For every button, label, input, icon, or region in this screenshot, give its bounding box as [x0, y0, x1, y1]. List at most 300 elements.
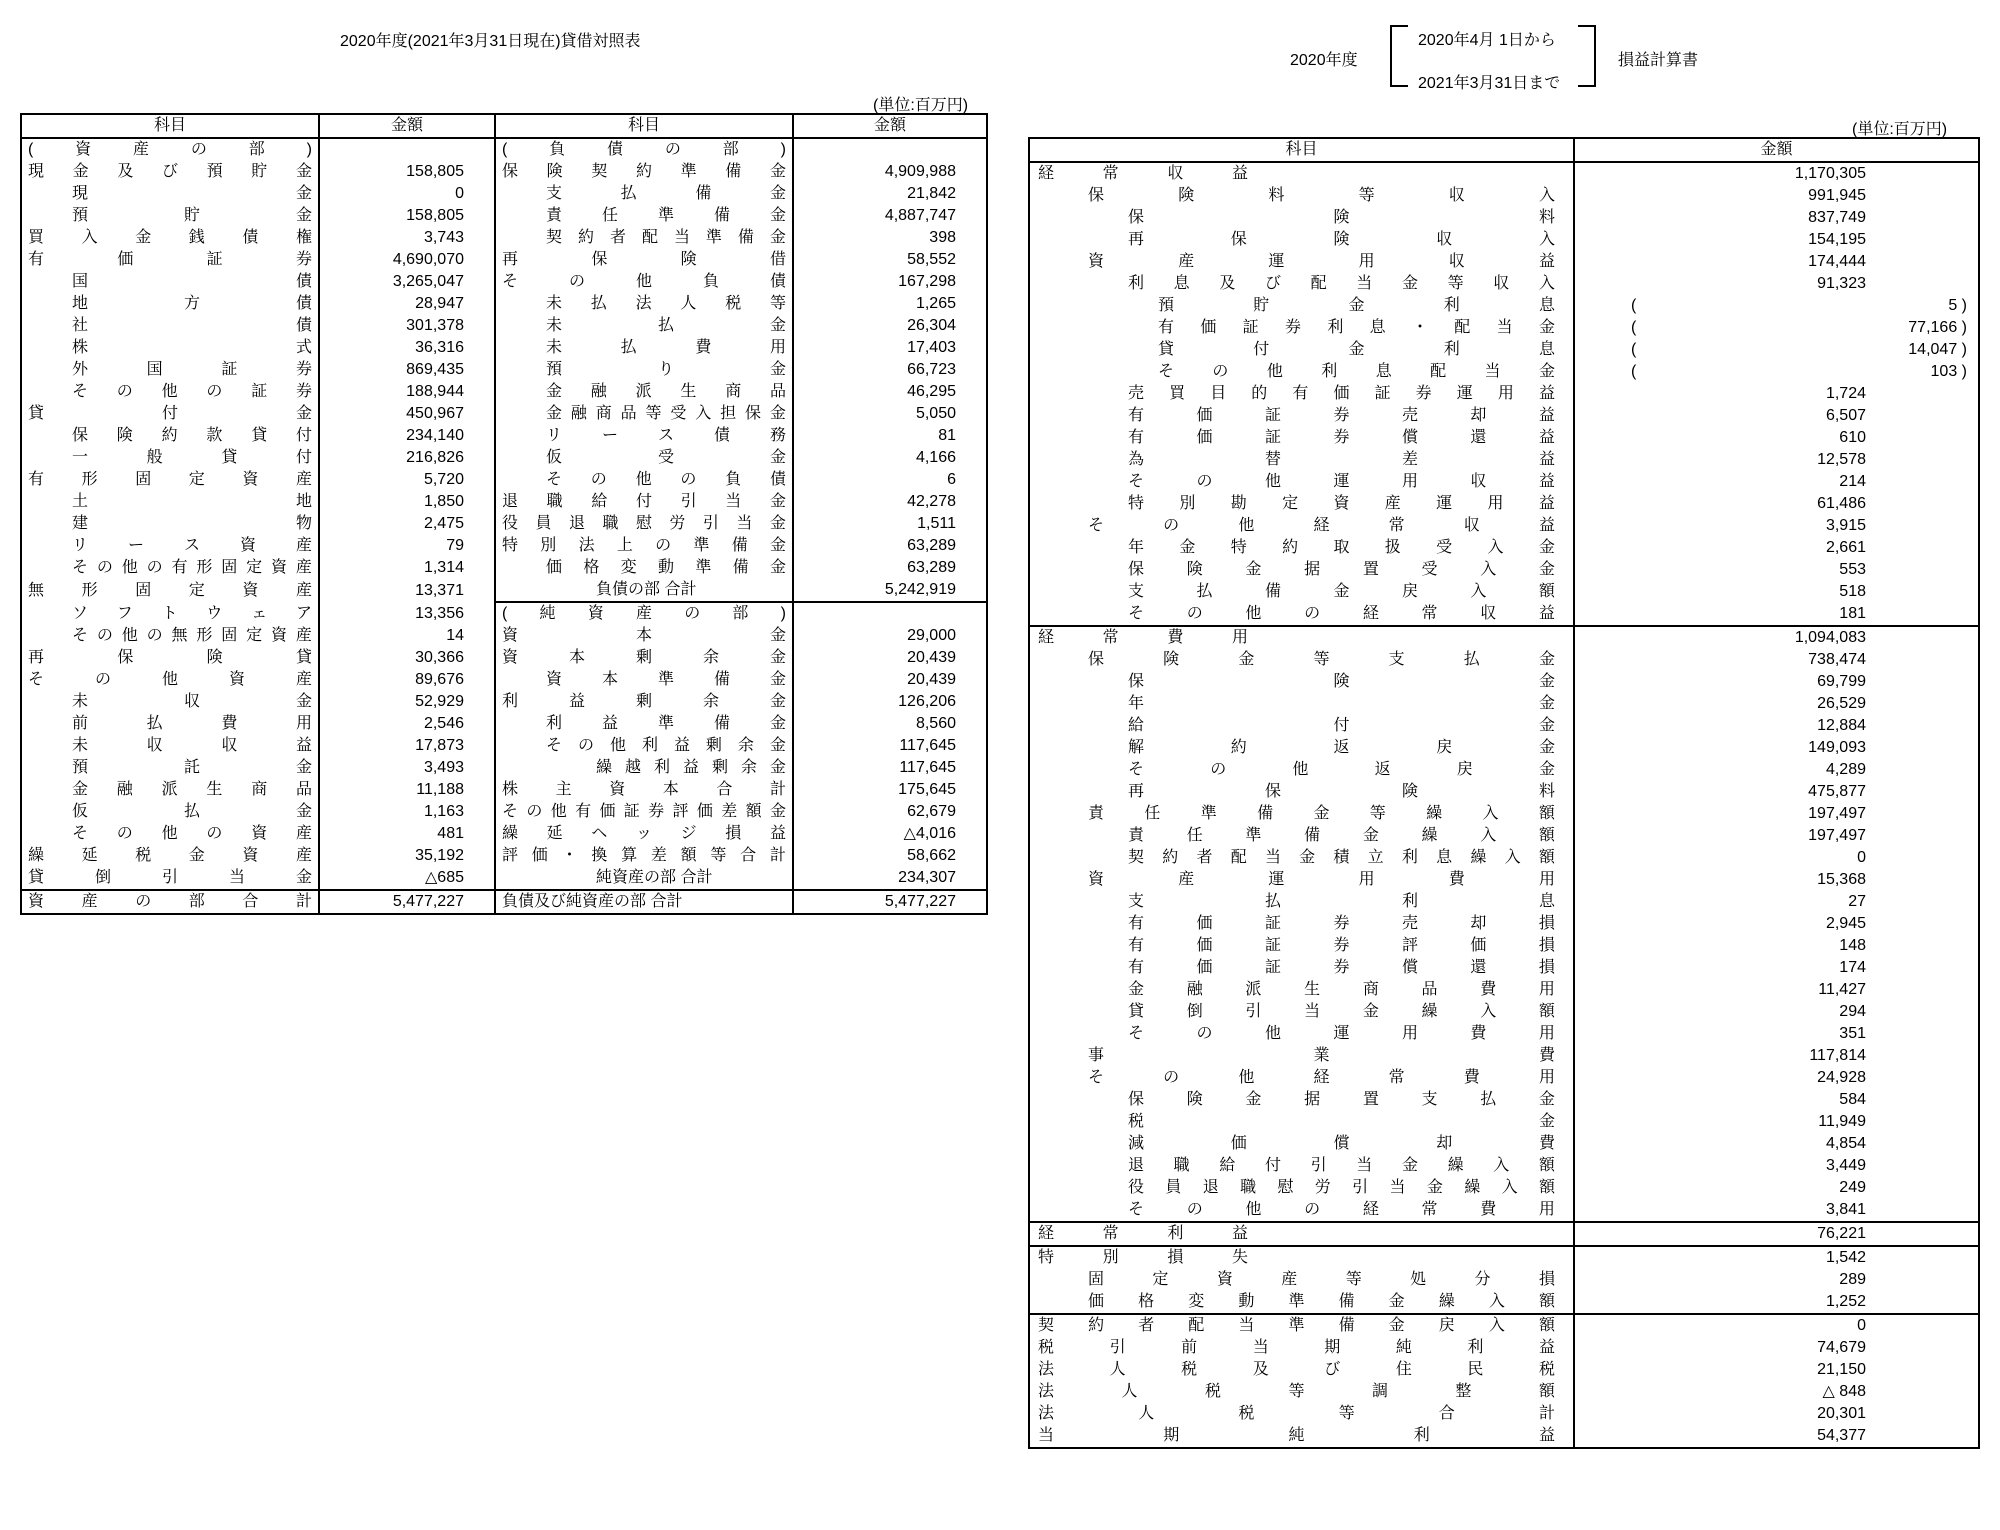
liabilities-label-cell	[495, 138, 793, 161]
table-row	[1029, 693, 1979, 715]
assets-label: そ の 他 の 有 形 固 定 資 産	[72, 559, 312, 576]
liabilities-label: 純資産の部 合計	[596, 869, 713, 886]
liabilities-label-cell	[495, 271, 793, 293]
liabilities-label: 資 本 金	[502, 627, 786, 644]
table-row	[1029, 427, 1979, 449]
liabilities-value-cell: 20,439	[793, 647, 987, 669]
pl-label-cell	[1029, 295, 1574, 317]
liabilities-label-cell	[495, 823, 793, 845]
income-statement-table	[1028, 137, 1980, 1449]
pl-label: 有 価 証 券 評 価 損	[1128, 937, 1555, 954]
pl-value-cell: 1,724	[1574, 383, 1979, 405]
assets-label-cell	[21, 205, 319, 227]
pl-period-from: 2020年4月 1日から	[1418, 32, 1556, 49]
liabilities-label: そ の 他 有 価 証 券 評 価 差 額 金	[502, 803, 786, 820]
liabilities-label: そ の 他 の 負 債	[546, 471, 786, 488]
pl-label: 経 常 費 用	[1038, 629, 1248, 646]
pl-value-cell: 610	[1574, 427, 1979, 449]
liabilities-label: 未 払 金	[546, 317, 786, 334]
pl-label: 特 別 勘 定 資 産 運 用 益	[1128, 495, 1555, 512]
table-row	[1029, 273, 1979, 295]
pl-unit: (単位:百万円)	[1852, 121, 1948, 138]
pl-label-cell	[1029, 1023, 1574, 1045]
pl-label-cell	[1029, 1337, 1574, 1359]
liabilities-label: 未 払 費 用	[546, 339, 786, 356]
table-row	[1029, 1403, 1979, 1425]
assets-label: ソ フ ト ウ ェ ア	[72, 604, 312, 622]
pl-label-cell	[1029, 803, 1574, 825]
assets-label: 社 債	[72, 317, 312, 334]
pl-label-cell	[1029, 935, 1574, 957]
assets-value-cell: 158,805	[319, 205, 495, 227]
liabilities-label-cell	[495, 469, 793, 491]
liabilities-label-cell	[495, 491, 793, 513]
assets-label: 仮 払 金	[72, 803, 312, 820]
table-row	[21, 535, 987, 557]
assets-label: 土 地	[72, 493, 312, 510]
liabilities-value-cell: 4,909,988	[793, 161, 987, 183]
table-row	[1029, 449, 1979, 471]
pl-label-cell	[1029, 869, 1574, 891]
assets-label: 保 険 約 款 貸 付	[72, 427, 312, 444]
pl-value-cell: 149,093	[1574, 737, 1979, 759]
table-row	[21, 447, 987, 469]
pl-label-cell	[1029, 1155, 1574, 1177]
assets-value-cell: 28,947	[319, 293, 495, 315]
table-row	[21, 713, 987, 735]
pl-value-cell: 74,679	[1574, 1337, 1979, 1359]
pl-label: 保 険 金 等 支 払 金	[1088, 651, 1555, 668]
assets-value-cell: 3,265,047	[319, 271, 495, 293]
table-row	[1029, 581, 1979, 603]
pl-label: 固 定 資 産 等 処 分 損	[1088, 1271, 1555, 1288]
assets-label: 貸 付 金	[28, 405, 312, 422]
liabilities-value-cell: 4,887,747	[793, 205, 987, 227]
balance-sheet-title: 2020年度(2021年3月31日現在)貸借対照表	[340, 33, 641, 50]
pl-label-cell	[1029, 979, 1574, 1001]
assets-label: ( 資 産 の 部 )	[28, 141, 312, 158]
balance-sheet-total-row	[21, 890, 987, 914]
pl-label-cell	[1029, 383, 1574, 405]
pl-value-cell: 991,945	[1574, 185, 1979, 207]
pl-label: 年 金 特 約 取 扱 受 入 金	[1128, 539, 1555, 556]
liabilities-label: 金 融 商 品 等 受 入 担 保 金	[546, 405, 786, 422]
assets-label-cell	[21, 249, 319, 271]
pl-value: 5 )	[1948, 297, 1967, 314]
pl-label-cell	[1029, 1381, 1574, 1403]
assets-label: そ の 他 の 無 形 固 定 資 産	[72, 627, 312, 644]
table-row	[1029, 559, 1979, 581]
table-row	[1029, 185, 1979, 207]
liabilities-label: 資 本 剰 余 金	[502, 649, 786, 666]
pl-label-cell	[1029, 515, 1574, 537]
pl-value-cell: 0	[1574, 847, 1979, 869]
assets-label-cell	[21, 337, 319, 359]
liabilities-value-cell: 8,560	[793, 713, 987, 735]
liabilities-value-cell: 20,439	[793, 669, 987, 691]
table-row	[21, 425, 987, 447]
pl-value-cell: 197,497	[1574, 803, 1979, 825]
pl-label-cell	[1029, 693, 1574, 715]
liabilities-value-cell	[793, 602, 987, 625]
liabilities-label-cell	[495, 447, 793, 469]
pl-label-cell	[1029, 1133, 1574, 1155]
header-subject-liabilities: 科目	[495, 114, 793, 138]
liabilities-label-cell	[495, 801, 793, 823]
pl-label: 法 人 税 等 合 計	[1038, 1405, 1555, 1422]
pl-label: 金 融 派 生 商 品 費 用	[1128, 981, 1555, 998]
assets-label: 繰 延 税 金 資 産	[28, 847, 312, 864]
pl-label-cell	[1029, 847, 1574, 869]
table-row	[1029, 935, 1979, 957]
pl-label-cell	[1029, 957, 1574, 979]
pl-label-cell	[1029, 1177, 1574, 1199]
assets-value-cell: 2,546	[319, 713, 495, 735]
table-row	[21, 359, 987, 381]
table-row	[21, 227, 987, 249]
table-row	[1029, 207, 1979, 229]
assets-label-cell	[21, 823, 319, 845]
pl-label-cell	[1029, 1067, 1574, 1089]
pl-value-cell: 15,368	[1574, 869, 1979, 891]
pl-value: 103 )	[1930, 363, 1967, 380]
pl-label: 有 価 証 券 償 還 益	[1128, 429, 1555, 446]
assets-label-cell	[21, 381, 319, 403]
pl-label: 年 金	[1128, 695, 1555, 712]
assets-label-cell	[21, 161, 319, 183]
assets-value-cell: 188,944	[319, 381, 495, 403]
pl-value-cell: 197,497	[1574, 825, 1979, 847]
table-row	[1029, 515, 1979, 537]
table-row	[21, 249, 987, 271]
liabilities-label: 資 本 準 備 金	[546, 671, 786, 688]
pl-label: 保 険 料 等 収 入	[1088, 187, 1555, 204]
assets-label-cell	[21, 469, 319, 491]
assets-label: 金 融 派 生 商 品	[72, 781, 312, 798]
liabilities-label-cell	[495, 315, 793, 337]
table-row	[1029, 295, 1979, 317]
pl-value-cell: 154,195	[1574, 229, 1979, 251]
liabilities-label-cell	[495, 557, 793, 579]
pl-label: 経 常 収 益	[1038, 165, 1248, 182]
liabilities-label-cell	[495, 425, 793, 447]
assets-value-cell: △685	[319, 867, 495, 890]
assets-value-cell: 158,805	[319, 161, 495, 183]
table-row	[1029, 162, 1979, 185]
table-row	[1029, 1381, 1979, 1403]
table-row	[1029, 825, 1979, 847]
pl-label: 貸 倒 引 当 金 繰 入 額	[1128, 1003, 1555, 1020]
pl-label: 責 任 準 備 金 等 繰 入 額	[1088, 805, 1555, 822]
assets-label: 前 払 費 用	[72, 715, 312, 732]
liabilities-value-cell: 175,645	[793, 779, 987, 801]
pl-label: そ の 他 運 用 費 用	[1128, 1025, 1555, 1042]
open-paren: (	[1631, 319, 1637, 336]
liabilities-value-cell: 5,242,919	[793, 579, 987, 602]
assets-value-cell: 11,188	[319, 779, 495, 801]
pl-value-cell: 518	[1574, 581, 1979, 603]
table-row	[21, 205, 987, 227]
liabilities-value-cell: 6	[793, 469, 987, 491]
total-assets-label	[21, 890, 319, 914]
pl-label: そ の 他 経 常 収 益	[1088, 517, 1555, 534]
pl-value-cell: 61,486	[1574, 493, 1979, 515]
assets-label-cell	[21, 779, 319, 801]
table-row	[1029, 781, 1979, 803]
table-row	[1029, 251, 1979, 273]
assets-label: そ の 他 の 証 券	[72, 383, 312, 400]
pl-value-cell: 6,507	[1574, 405, 1979, 427]
pl-label: そ の 他 の 経 常 費 用	[1128, 1201, 1555, 1218]
table-row	[1029, 537, 1979, 559]
liabilities-value-cell: 58,552	[793, 249, 987, 271]
liabilities-label: 金 融 派 生 商 品	[546, 383, 786, 400]
left-brace	[1390, 25, 1408, 87]
pl-fiscal-year: 2020年度	[1290, 52, 1358, 69]
pl-value-cell: 289	[1574, 1269, 1979, 1291]
assets-label: 株 式	[72, 339, 312, 356]
pl-value-cell: 24,928	[1574, 1067, 1979, 1089]
right-brace	[1578, 25, 1596, 87]
pl-label: 有 価 証 券 売 却 益	[1128, 407, 1555, 424]
liabilities-label-cell	[495, 205, 793, 227]
table-row	[1029, 671, 1979, 693]
liabilities-value-cell: 1,265	[793, 293, 987, 315]
pl-label: 支 払 利 息	[1128, 893, 1555, 910]
liabilities-label-cell	[495, 359, 793, 381]
liabilities-label-cell	[495, 757, 793, 779]
liabilities-label: 責 任 準 備 金	[546, 207, 786, 224]
liabilities-value-cell	[793, 138, 987, 161]
pl-label: 責 任 準 備 金 繰 入 額	[1128, 827, 1555, 844]
table-row	[21, 845, 987, 867]
assets-value-cell: 2,475	[319, 513, 495, 535]
pl-label: 税 引 前 当 期 純 利 益	[1038, 1339, 1555, 1356]
assets-value-cell: 13,371	[319, 579, 495, 602]
table-row	[1029, 339, 1979, 361]
table-row	[1029, 1269, 1979, 1291]
liabilities-value-cell: 42,278	[793, 491, 987, 513]
table-row	[21, 271, 987, 293]
income-statement-header-row	[1029, 138, 1979, 162]
pl-value-cell: 174,444	[1574, 251, 1979, 273]
liabilities-value-cell: 167,298	[793, 271, 987, 293]
liabilities-label: ( 負 債 の 部 )	[502, 141, 786, 158]
table-row	[21, 293, 987, 315]
pl-value-cell: 4,289	[1574, 759, 1979, 781]
liabilities-label: 価 格 変 動 準 備 金	[546, 559, 786, 576]
pl-label: 当 期 純 利 益	[1038, 1427, 1555, 1444]
liabilities-label: 再 保 険 借	[502, 251, 786, 268]
assets-value-cell: 36,316	[319, 337, 495, 359]
pl-label-cell	[1029, 737, 1574, 759]
pl-label-cell	[1029, 1314, 1574, 1337]
table-row	[21, 138, 987, 161]
assets-label-cell	[21, 713, 319, 735]
assets-value-cell: 5,720	[319, 469, 495, 491]
assets-label-cell	[21, 403, 319, 425]
pl-label: そ の 他 運 用 収 益	[1128, 473, 1555, 490]
pl-label-cell	[1029, 1001, 1574, 1023]
table-row	[1029, 229, 1979, 251]
pl-label: 為 替 差 益	[1128, 451, 1555, 468]
pl-value-cell	[1574, 295, 1979, 317]
liabilities-value-cell: 63,289	[793, 535, 987, 557]
assets-label: 預 貯 金	[72, 207, 312, 224]
table-row	[21, 779, 987, 801]
liabilities-value-cell: 234,307	[793, 867, 987, 890]
liabilities-label-cell	[495, 381, 793, 403]
liabilities-label: 未 払 法 人 税 等	[546, 295, 786, 312]
assets-label: 一 般 貸 付	[72, 449, 312, 466]
liabilities-value-cell: 126,206	[793, 691, 987, 713]
table-row	[1029, 361, 1979, 383]
table-row	[1029, 383, 1979, 405]
assets-label-cell	[21, 625, 319, 647]
pl-label-cell	[1029, 913, 1574, 935]
liabilities-label-cell	[495, 647, 793, 669]
table-row	[1029, 1199, 1979, 1222]
pl-value-cell	[1574, 317, 1979, 339]
table-row	[1029, 1023, 1979, 1045]
assets-label: 建 物	[72, 515, 312, 532]
parenthesized-value	[1581, 295, 1972, 317]
table-row	[21, 513, 987, 535]
pl-value-cell: 553	[1574, 559, 1979, 581]
pl-label-cell	[1029, 229, 1574, 251]
table-row	[21, 801, 987, 823]
liabilities-value-cell: 4,166	[793, 447, 987, 469]
table-row	[21, 823, 987, 845]
pl-value-cell: 26,529	[1574, 693, 1979, 715]
pl-label-cell	[1029, 449, 1574, 471]
table-row	[1029, 869, 1979, 891]
table-row	[21, 469, 987, 491]
assets-label-cell	[21, 491, 319, 513]
table-row	[1029, 493, 1979, 515]
table-row	[1029, 1089, 1979, 1111]
table-row	[1029, 803, 1979, 825]
table-row	[1029, 649, 1979, 671]
pl-label-cell	[1029, 207, 1574, 229]
pl-value-cell: 91,323	[1574, 273, 1979, 295]
pl-label: 法 人 税 等 調 整 額	[1038, 1383, 1555, 1400]
pl-value-cell: 69,799	[1574, 671, 1979, 693]
table-row	[1029, 957, 1979, 979]
pl-value-cell: 54,377	[1574, 1425, 1979, 1448]
liabilities-value-cell: △4,016	[793, 823, 987, 845]
pl-value-cell: 4,854	[1574, 1133, 1979, 1155]
pl-value-cell: 0	[1574, 1314, 1979, 1337]
pl-label-cell	[1029, 1199, 1574, 1222]
pl-label: 預 貯 金 利 息	[1158, 297, 1555, 314]
assets-label-cell	[21, 315, 319, 337]
pl-label: 貸 付 金 利 息	[1158, 341, 1555, 358]
pl-label-cell	[1029, 1269, 1574, 1291]
pl-label: 経 常 利 益	[1038, 1225, 1248, 1242]
pl-label: 資 産 運 用 費 用	[1088, 871, 1555, 888]
pl-value-cell: 1,542	[1574, 1246, 1979, 1269]
liabilities-value-cell: 46,295	[793, 381, 987, 403]
parenthesized-value	[1581, 317, 1972, 339]
pl-value-cell	[1574, 361, 1979, 383]
balance-sheet-header-row	[21, 114, 987, 138]
assets-value-cell: 481	[319, 823, 495, 845]
liabilities-label-cell	[495, 579, 793, 602]
table-row	[21, 315, 987, 337]
liabilities-label: ( 純 資 産 の 部 )	[502, 605, 786, 622]
liabilities-label-cell	[495, 337, 793, 359]
pl-label: 保 険 金 据 置 受 入 金	[1128, 561, 1555, 578]
assets-value-cell: 35,192	[319, 845, 495, 867]
pl-label-cell	[1029, 405, 1574, 427]
liabilities-label: 利 益 準 備 金	[546, 715, 786, 732]
pl-value-cell: 148	[1574, 935, 1979, 957]
assets-label: 再 保 険 貸	[28, 649, 312, 666]
pl-label-cell	[1029, 559, 1574, 581]
assets-value-cell: 89,676	[319, 669, 495, 691]
pl-label-cell	[1029, 1291, 1574, 1314]
assets-value-cell: 1,163	[319, 801, 495, 823]
table-row	[1029, 317, 1979, 339]
table-row	[21, 647, 987, 669]
pl-value-cell: 11,427	[1574, 979, 1979, 1001]
table-row	[1029, 1177, 1979, 1199]
pl-value: 14,047 )	[1908, 341, 1967, 358]
pl-label-cell	[1029, 715, 1574, 737]
pl-value-cell: 351	[1574, 1023, 1979, 1045]
header-amount-liabilities: 金額	[793, 114, 987, 138]
liabilities-label: 預 り 金	[546, 361, 786, 378]
assets-label: 預 託 金	[72, 759, 312, 776]
pl-label: 契 約 者 配 当 準 備 金 戻 入 額	[1038, 1317, 1555, 1334]
liabilities-label: 特 別 法 上 の 準 備 金	[502, 537, 786, 554]
table-row	[1029, 626, 1979, 649]
assets-label: 未 収 収 益	[72, 737, 312, 754]
assets-label: そ の 他 資 産	[28, 671, 312, 688]
liabilities-value-cell: 5,050	[793, 403, 987, 425]
balance-sheet-table	[20, 113, 988, 915]
table-row	[1029, 737, 1979, 759]
table-row	[1029, 1067, 1979, 1089]
table-row	[1029, 1359, 1979, 1381]
pl-value-cell: 3,841	[1574, 1199, 1979, 1222]
pl-label: 有 価 証 券 利 息 ・ 配 当 金	[1158, 319, 1555, 336]
assets-label-cell	[21, 227, 319, 249]
assets-label: 有 価 証 券	[28, 251, 312, 268]
assets-label-cell	[21, 271, 319, 293]
assets-value-cell: 1,850	[319, 491, 495, 513]
table-row	[1029, 1111, 1979, 1133]
assets-label-cell	[21, 757, 319, 779]
table-row	[1029, 759, 1979, 781]
pl-label-cell	[1029, 603, 1574, 626]
table-row	[21, 491, 987, 513]
assets-label-cell	[21, 513, 319, 535]
parenthesized-value	[1581, 339, 1972, 361]
liabilities-label: 役 員 退 職 慰 労 引 当 金	[502, 515, 786, 532]
pl-value-cell: 1,094,083	[1574, 626, 1979, 649]
liabilities-label-cell	[495, 161, 793, 183]
header-amount-assets: 金額	[319, 114, 495, 138]
liabilities-value-cell: 117,645	[793, 757, 987, 779]
liabilities-label-cell	[495, 625, 793, 647]
liabilities-label: 保 険 契 約 準 備 金	[502, 163, 786, 180]
table-row	[1029, 979, 1979, 1001]
assets-value-cell: 79	[319, 535, 495, 557]
balance-sheet-body	[21, 138, 987, 890]
pl-label-cell	[1029, 427, 1574, 449]
